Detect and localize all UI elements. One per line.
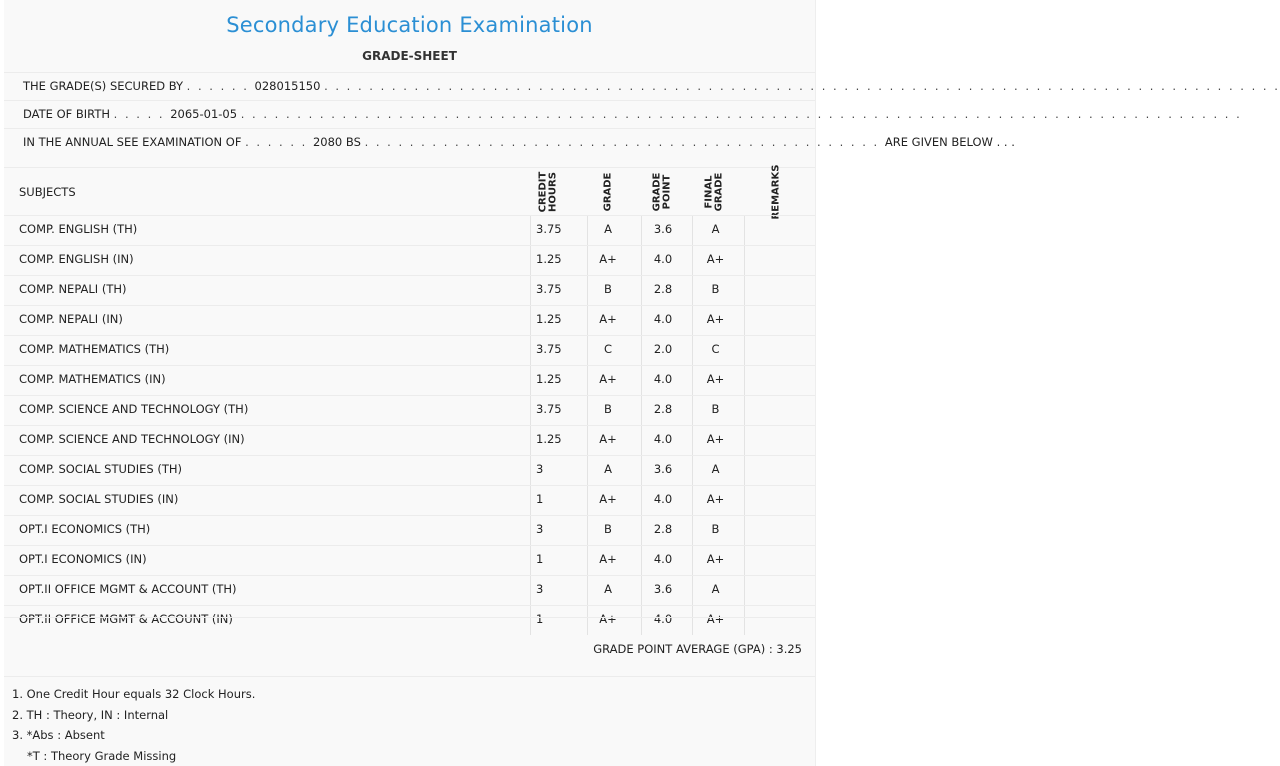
- grade-point-cell: 4.0: [653, 252, 673, 266]
- column-divider: [744, 366, 745, 395]
- exam-suffix: ARE GIVEN BELOW . . .: [884, 135, 1015, 149]
- column-divider: [692, 216, 693, 245]
- final-grade-cell: B: [711, 282, 720, 296]
- subject-cell: COMP. NEPALI (TH): [19, 282, 127, 296]
- credit-hours-cell: 1.25: [536, 312, 562, 326]
- column-divider: [692, 366, 693, 395]
- table-row: [4, 215, 815, 245]
- final-grade-cell: A+: [706, 312, 725, 326]
- column-divider: [641, 516, 642, 545]
- note-item: 2. TH : Theory, IN : Internal: [12, 707, 169, 722]
- secured-by-value: 028015150: [254, 79, 321, 93]
- grade-cell: A+: [599, 612, 617, 626]
- grade-cell: A: [604, 462, 612, 476]
- grade-point-cell: 4.0: [653, 612, 673, 626]
- subject-cell: COMP. MATHEMATICS (IN): [19, 372, 166, 386]
- final-grade-cell: A+: [706, 552, 725, 566]
- grade-cell: B: [604, 522, 612, 536]
- credit-hours-cell: 1.25: [536, 432, 562, 446]
- grade-point-cell: 4.0: [653, 492, 673, 506]
- column-divider: [692, 516, 693, 545]
- final-grade-cell: B: [711, 522, 720, 536]
- column-divider: [530, 576, 531, 605]
- column-divider: [744, 306, 745, 335]
- grade-cell: A+: [599, 552, 617, 566]
- final-grade-cell: A: [711, 462, 720, 476]
- column-divider: [587, 246, 588, 275]
- credit-hours-cell: 1: [536, 612, 544, 626]
- grade-point-cell: 3.6: [653, 462, 673, 476]
- column-divider: [587, 216, 588, 245]
- col-header-subjects: SUBJECTS: [19, 185, 76, 199]
- note-item: *T : Theory Grade Missing: [27, 748, 177, 763]
- column-divider: [641, 576, 642, 605]
- info-line-exam: IN THE ANNUAL SEE EXAMINATION OF . . . . . . 2080 BS . . . . . . . . . . . . . . . . . . . . . . . . . . . . . . . . . . . . . . . . . . . . . . ARE GIVEN BELOW . . .: [4, 128, 815, 156]
- column-divider: [692, 276, 693, 305]
- table-row: [4, 455, 815, 485]
- column-divider: [744, 516, 745, 545]
- credit-hours-cell: 1.25: [536, 372, 562, 386]
- subject-cell: OPT.II OFFICE MGMT & ACCOUNT (IN): [19, 612, 233, 626]
- final-grade-cell: A+: [706, 612, 725, 626]
- column-divider: [744, 426, 745, 455]
- final-grade-cell: A+: [706, 492, 725, 506]
- notes: [12, 684, 255, 766]
- credit-hours-cell: 1: [536, 552, 544, 566]
- column-divider: [530, 516, 531, 545]
- column-divider: [641, 276, 642, 305]
- credit-hours-cell: 3.75: [536, 342, 562, 356]
- column-divider: [692, 396, 693, 425]
- column-divider: [587, 396, 588, 425]
- grade-cell: C: [603, 342, 613, 356]
- column-divider: [587, 546, 588, 575]
- column-divider: [530, 276, 531, 305]
- subject-cell: OPT.I ECONOMICS (IN): [19, 552, 147, 566]
- subject-cell: COMP. SCIENCE AND TECHNOLOGY (IN): [19, 432, 245, 446]
- column-divider: [641, 246, 642, 275]
- subject-cell: COMP. NEPALI (IN): [19, 312, 123, 326]
- subject-cell: COMP. SOCIAL STUDIES (IN): [19, 492, 179, 506]
- exam-value: 2080 BS: [312, 135, 361, 149]
- grade-point-cell: 4.0: [653, 432, 673, 446]
- secured-by-label: THE GRADE(S) SECURED BY: [23, 79, 184, 93]
- subject-cell: COMP. ENGLISH (IN): [19, 252, 134, 266]
- grade-cell: A+: [599, 492, 617, 506]
- column-divider: [641, 216, 642, 245]
- column-divider: [692, 426, 693, 455]
- column-divider: [744, 396, 745, 425]
- grade-point-cell: 4.0: [653, 372, 673, 386]
- info-line-secured-by: THE GRADE(S) SECURED BY . . . . . . 028015150 . . . . . . . . . . . . . . . . . . . . . . . . . . . . . . . . . . . . . . . . . . . . . . . . . . . . . . . . . . . . . . . . . . . . . . . . . . . . . . . . . . . . .: [4, 72, 815, 100]
- grade-cell: A: [604, 222, 612, 236]
- column-divider: [744, 246, 745, 275]
- table-row: [4, 335, 815, 365]
- table-row: [4, 365, 815, 395]
- exam-label: IN THE ANNUAL SEE EXAMINATION OF: [23, 135, 242, 149]
- column-divider: [641, 306, 642, 335]
- column-divider: [744, 336, 745, 365]
- column-divider: [641, 486, 642, 515]
- column-divider: [530, 306, 531, 335]
- table-row: [4, 305, 815, 335]
- column-divider: [530, 456, 531, 485]
- column-divider: [587, 456, 588, 485]
- table-row: [4, 575, 815, 605]
- grade-cell: B: [604, 282, 612, 296]
- grade-point-cell: 2.8: [653, 282, 673, 296]
- column-divider: [744, 546, 745, 575]
- grade-sheet: [4, 0, 1280, 766]
- column-divider: [692, 336, 693, 365]
- final-grade-cell: A: [711, 582, 720, 596]
- column-divider: [587, 516, 588, 545]
- final-grade-cell: A+: [706, 432, 725, 446]
- credit-hours-cell: 1: [536, 492, 544, 506]
- subject-cell: COMP. SCIENCE AND TECHNOLOGY (TH): [19, 402, 249, 416]
- grade-cell: A+: [599, 372, 617, 386]
- column-divider: [641, 546, 642, 575]
- col-header-remarks: REMARKS: [770, 164, 781, 220]
- column-divider: [692, 456, 693, 485]
- final-grade-cell: A: [711, 222, 720, 236]
- table-row: [4, 545, 815, 575]
- column-divider: [641, 426, 642, 455]
- grade-cell: A+: [599, 312, 617, 326]
- grade-cell: A: [604, 582, 612, 596]
- column-divider: [530, 216, 531, 245]
- grade-point-cell: 2.8: [653, 402, 673, 416]
- column-divider: [744, 216, 745, 245]
- column-divider: [587, 576, 588, 605]
- column-divider: [530, 336, 531, 365]
- grade-point-cell: 4.0: [653, 552, 673, 566]
- column-divider: [641, 366, 642, 395]
- column-divider: [530, 426, 531, 455]
- column-divider: [587, 486, 588, 515]
- column-divider: [692, 576, 693, 605]
- credit-hours-cell: 1.25: [536, 252, 562, 266]
- col-header-grade: GRADE: [602, 172, 613, 212]
- column-divider: [530, 396, 531, 425]
- grade-cell: B: [604, 402, 612, 416]
- subject-cell: OPT.II OFFICE MGMT & ACCOUNT (TH): [19, 582, 237, 596]
- page-subtitle: GRADE-SHEET: [362, 49, 457, 63]
- final-grade-cell: B: [711, 402, 720, 416]
- column-divider: [587, 366, 588, 395]
- table-row: [4, 515, 815, 545]
- column-divider: [587, 306, 588, 335]
- col-header-grade-point: GRADE POINT: [651, 172, 672, 212]
- credit-hours-cell: 3: [536, 582, 544, 596]
- table-row: [4, 245, 815, 275]
- table-row: [4, 275, 815, 305]
- grade-cell: A+: [599, 252, 617, 266]
- note-item: 1. One Credit Hour equals 32 Clock Hours.: [12, 687, 256, 701]
- final-grade-cell: C: [711, 342, 720, 356]
- column-divider: [587, 336, 588, 365]
- column-divider: [641, 456, 642, 485]
- credit-hours-cell: 3.75: [536, 402, 562, 416]
- column-divider: [692, 246, 693, 275]
- table-row: [4, 485, 815, 515]
- grade-point-cell: 3.6: [653, 222, 673, 236]
- column-divider: [641, 336, 642, 365]
- col-header-credit-hours: CREDIT HOURS: [537, 171, 558, 213]
- subject-cell: OPT.I ECONOMICS (TH): [19, 522, 151, 536]
- page-title: Secondary Education Examination: [226, 13, 593, 37]
- subject-cell: COMP. SOCIAL STUDIES (TH): [19, 462, 183, 476]
- col-header-final-grade: FINAL GRADE: [703, 172, 724, 212]
- column-divider: [641, 396, 642, 425]
- note-item: 3. *Abs : Absent: [12, 728, 105, 742]
- column-divider: [530, 486, 531, 515]
- subject-cell: COMP. ENGLISH (TH): [19, 222, 138, 236]
- info-line-dob: DATE OF BIRTH . . . . . 2065-01-05 . . . . . . . . . . . . . . . . . . . . . . . . . . . . . . . . . . . . . . . . . . . . . . . . . . . . . . . . . . . . . . . . . . . . . . . . . . . . . . . . . . . . . . . . .: [4, 100, 815, 128]
- gpa-section: [4, 617, 815, 677]
- column-divider: [587, 426, 588, 455]
- subject-cell: COMP. MATHEMATICS (TH): [19, 342, 170, 356]
- grade-point-cell: 2.0: [653, 342, 673, 356]
- column-divider: [587, 276, 588, 305]
- final-grade-cell: A+: [706, 252, 725, 266]
- credit-hours-cell: 3.75: [536, 282, 562, 296]
- credit-hours-cell: 3.75: [536, 222, 562, 236]
- gpa-value: GRADE POINT AVERAGE (GPA) : 3.25: [593, 642, 802, 656]
- grade-cell: A+: [599, 432, 617, 446]
- dob-value: 2065-01-05: [170, 107, 238, 121]
- column-divider: [530, 366, 531, 395]
- column-divider: [692, 306, 693, 335]
- grade-point-cell: 2.8: [653, 522, 673, 536]
- column-divider: [744, 276, 745, 305]
- column-divider: [744, 486, 745, 515]
- column-divider: [744, 576, 745, 605]
- grades-table-body: [4, 215, 815, 635]
- column-divider: [744, 456, 745, 485]
- column-divider: [530, 546, 531, 575]
- dob-label: DATE OF BIRTH: [23, 107, 111, 121]
- credit-hours-cell: 3: [536, 462, 544, 476]
- table-row: [4, 395, 815, 425]
- table-header: [4, 164, 815, 220]
- grade-point-cell: 4.0: [653, 312, 673, 326]
- credit-hours-cell: 3: [536, 522, 544, 536]
- final-grade-cell: A+: [706, 372, 725, 386]
- column-divider: [692, 486, 693, 515]
- column-divider: [692, 546, 693, 575]
- grade-point-cell: 3.6: [653, 582, 673, 596]
- column-divider: [530, 246, 531, 275]
- table-row: [4, 425, 815, 455]
